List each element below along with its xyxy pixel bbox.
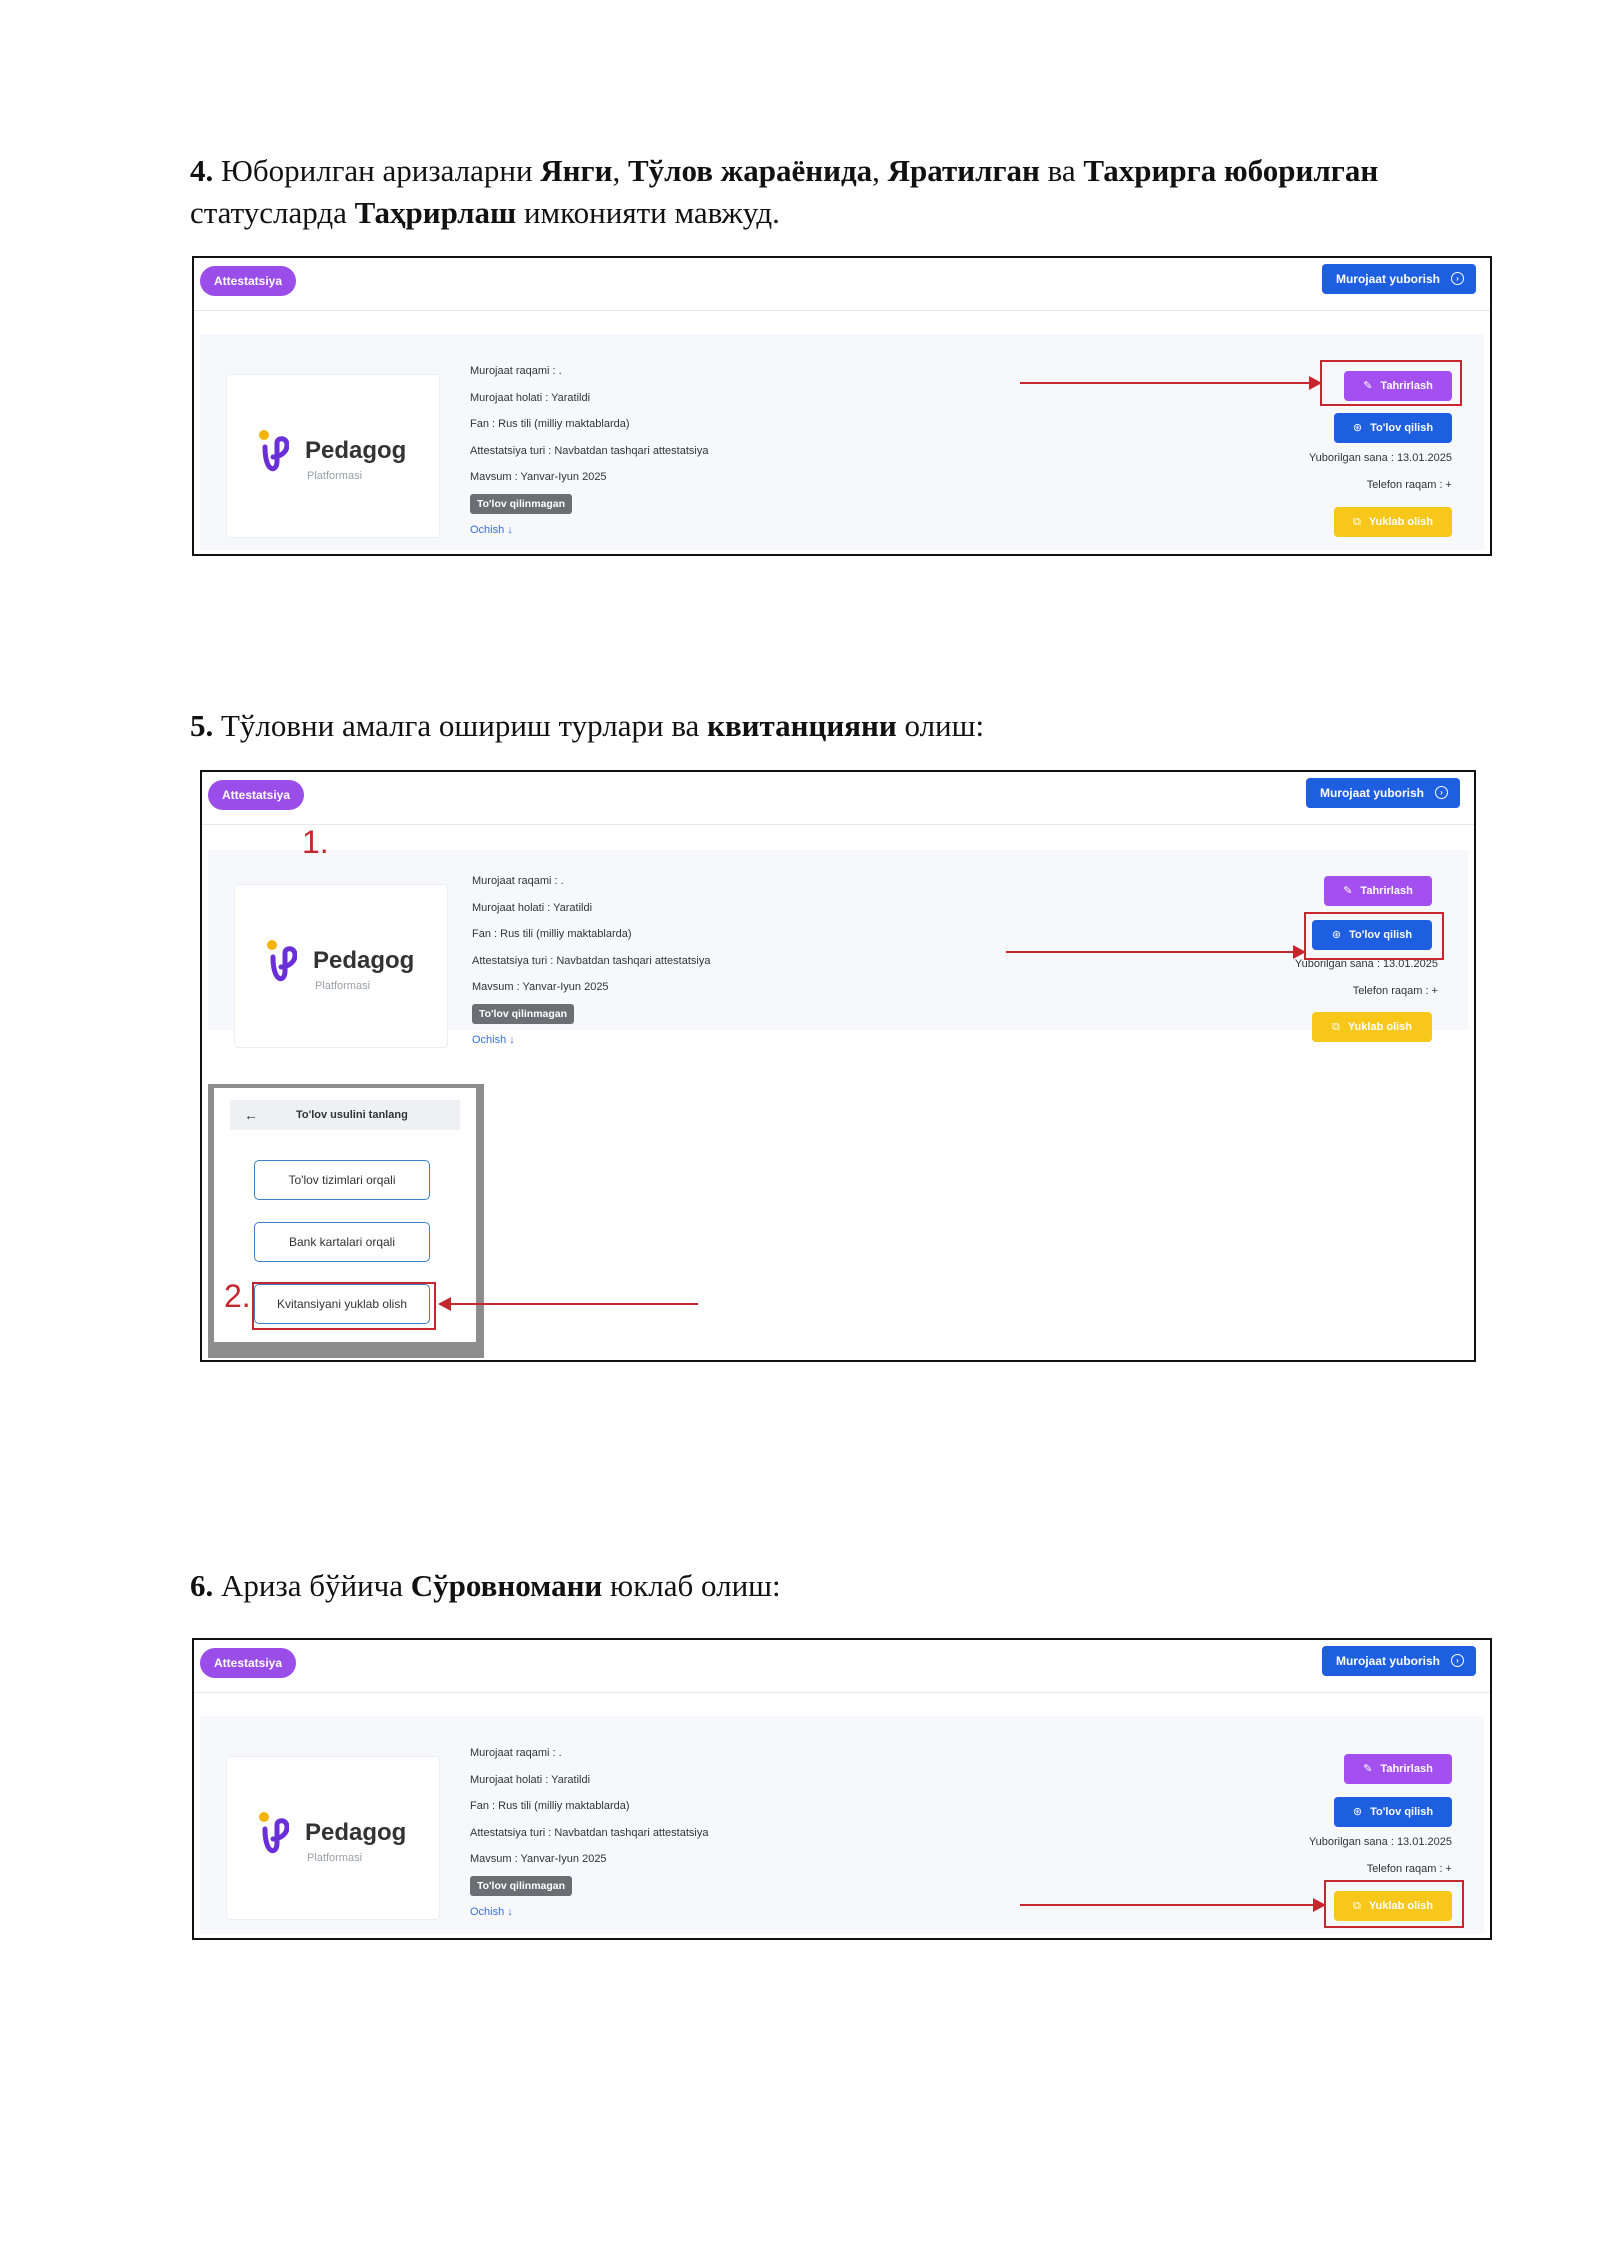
sent-date: Yuborilgan sana : 13.01.2025 <box>1308 452 1452 464</box>
popup-header: ← To'lov usulini tanlang <box>230 1100 460 1130</box>
highlight-pay-button <box>1304 912 1444 960</box>
screenshot-payment <box>200 770 1476 1362</box>
external-link-icon: ⧉ <box>1331 1021 1340 1033</box>
pay-button[interactable]: ⊛ To'lov qilish <box>1334 413 1452 443</box>
back-arrow-icon[interactable]: ← <box>244 1107 258 1123</box>
payment-icon: ⊛ <box>1352 1806 1363 1818</box>
attestatsiya-tag[interactable]: Attestatsiya <box>200 266 296 296</box>
logo-subtitle: Platformasi <box>315 980 371 992</box>
open-details-link[interactable]: Ochish ↓ <box>470 524 513 536</box>
external-link-icon: ⧉ <box>1352 516 1361 528</box>
send-request-button[interactable]: Murojaat yuborish › <box>1306 778 1460 808</box>
payment-status-badge: To'lov qilinmagan <box>470 494 572 514</box>
download-button[interactable]: ⧉ Yuklab olish <box>1334 1891 1452 1921</box>
application-info <box>470 1740 708 1926</box>
edit-button[interactable]: ✎ Tahrirlash <box>1324 876 1432 906</box>
pedagog-logo-icon <box>257 1809 289 1861</box>
annotation-label-2: 2. <box>224 1278 251 1314</box>
step-6-instruction: 6. Ариза бўйича Сўровномани юклаб олиш: <box>190 1568 781 1603</box>
subject: Fan : Rus tili (milliy maktablarda) <box>470 1800 630 1812</box>
pedagog-logo-icon <box>257 427 289 479</box>
logo-card <box>226 1756 440 1920</box>
sent-date: Yuborilgan sana : 13.01.2025 <box>1294 958 1438 970</box>
screenshot-edit-status <box>192 256 1492 556</box>
app-header <box>194 1640 1490 1693</box>
request-number: Murojaat raqami : . <box>470 1747 562 1759</box>
app-header <box>194 258 1490 311</box>
open-details-link[interactable]: Ochish ↓ <box>472 1034 515 1046</box>
logo-card <box>234 884 448 1048</box>
season: Mavsum : Yanvar-Iyun 2025 <box>470 1853 607 1865</box>
highlight-download-receipt <box>252 1282 436 1330</box>
payment-status-badge: To'lov qilinmagan <box>470 1876 572 1896</box>
application-info <box>470 358 708 544</box>
subject: Fan : Rus tili (milliy maktablarda) <box>470 418 630 430</box>
open-details-link[interactable]: Ochish ↓ <box>470 1906 513 1918</box>
payment-status-badge: To'lov qilinmagan <box>472 1004 574 1024</box>
download-button[interactable]: ⧉ Yuklab olish <box>1334 507 1452 537</box>
subject: Fan : Rus tili (milliy maktablarda) <box>472 928 632 940</box>
pointer-arrow <box>1006 951 1304 953</box>
attestatsiya-tag[interactable]: Attestatsiya <box>208 780 304 810</box>
phone-number: Telefon raqam : + <box>1366 479 1452 491</box>
pencil-icon: ✎ <box>1343 885 1353 897</box>
phone-number: Telefon raqam : + <box>1352 985 1438 997</box>
pay-button[interactable]: ⊛ To'lov qilish <box>1334 1797 1452 1827</box>
annotation-label-1: 1. <box>302 824 329 860</box>
request-status: Murojaat holati : Yaratildi <box>472 901 593 914</box>
arrow-circle-icon: › <box>1435 786 1448 799</box>
logo-subtitle: Platformasi <box>307 1852 363 1864</box>
payment-icon: ⊛ <box>1352 422 1363 434</box>
send-request-button[interactable]: Murojaat yuborish › <box>1322 1646 1476 1676</box>
logo-title: Pedagog <box>313 947 415 974</box>
pointer-arrow <box>440 1303 698 1305</box>
arrow-circle-icon: › <box>1451 1654 1464 1667</box>
highlight-edit-button <box>1320 360 1462 406</box>
bank-cards-option[interactable]: Bank kartalari orqali <box>254 1222 430 1262</box>
edit-button[interactable]: ✎ Tahrirlash <box>1344 1754 1452 1784</box>
request-number: Murojaat raqami : . <box>470 365 562 377</box>
sent-date: Yuborilgan sana : 13.01.2025 <box>1308 1836 1452 1848</box>
attestation-type: Attestatsiya turi : Navbatdan tashqari attestatsiya <box>472 954 711 967</box>
pay-button[interactable]: ⊛ To'lov qilish <box>1312 920 1432 950</box>
highlight-download-button <box>1324 1880 1464 1928</box>
pencil-icon: ✎ <box>1363 380 1373 392</box>
logo-card <box>226 374 440 538</box>
pedagog-logo-icon <box>265 937 297 989</box>
pointer-arrow <box>1020 382 1320 384</box>
external-link-icon: ⧉ <box>1352 1900 1361 1912</box>
payment-systems-option[interactable]: To'lov tizimlari orqali <box>254 1160 430 1200</box>
season: Mavsum : Yanvar-Iyun 2025 <box>472 981 609 993</box>
step-5-number: 5. <box>190 708 214 743</box>
phone-number: Telefon raqam : + <box>1366 1863 1452 1875</box>
pointer-arrow <box>1020 1904 1324 1906</box>
step-6-number: 6. <box>190 1568 214 1603</box>
logo-title: Pedagog <box>305 437 407 464</box>
request-status: Murojaat holati : Yaratildi <box>470 1773 591 1786</box>
screenshot-download <box>192 1638 1492 1940</box>
attestatsiya-tag[interactable]: Attestatsiya <box>200 1648 296 1678</box>
pencil-icon: ✎ <box>1363 1763 1373 1775</box>
logo-subtitle: Platformasi <box>307 470 363 482</box>
request-number: Murojaat raqami : . <box>472 875 564 887</box>
arrow-circle-icon: › <box>1451 272 1464 285</box>
download-button[interactable]: ⧉ Yuklab olish <box>1312 1012 1432 1042</box>
season: Mavsum : Yanvar-Iyun 2025 <box>470 471 607 483</box>
payment-icon: ⊛ <box>1331 929 1342 941</box>
attestation-type: Attestatsiya turi : Navbatdan tashqari attestatsiya <box>470 1826 709 1839</box>
step-5-instruction: 5. Тўловни амалга ошириш турлари ва квитанцияни олиш: <box>190 708 985 743</box>
step-4-number: 4. <box>190 153 214 188</box>
request-status: Murojaat holati : Yaratildi <box>470 391 591 404</box>
step-4-instruction: 4. Юборилган аризаларни Янги, Тўлов жараёнида, Яратилган ва Тахрирга юборилган статусларда Таҳрирлаш имконияти мавжуд. <box>190 153 1379 230</box>
logo-title: Pedagog <box>305 1819 407 1846</box>
attestation-type: Attestatsiya turi : Navbatdan tashqari attestatsiya <box>470 444 709 457</box>
send-request-button[interactable]: Murojaat yuborish › <box>1322 264 1476 294</box>
edit-button[interactable]: ✎ Tahrirlash <box>1344 371 1452 401</box>
app-header <box>202 772 1474 825</box>
application-info <box>472 868 710 1054</box>
download-receipt-option[interactable]: Kvitansiyani yuklab olish <box>254 1284 430 1324</box>
